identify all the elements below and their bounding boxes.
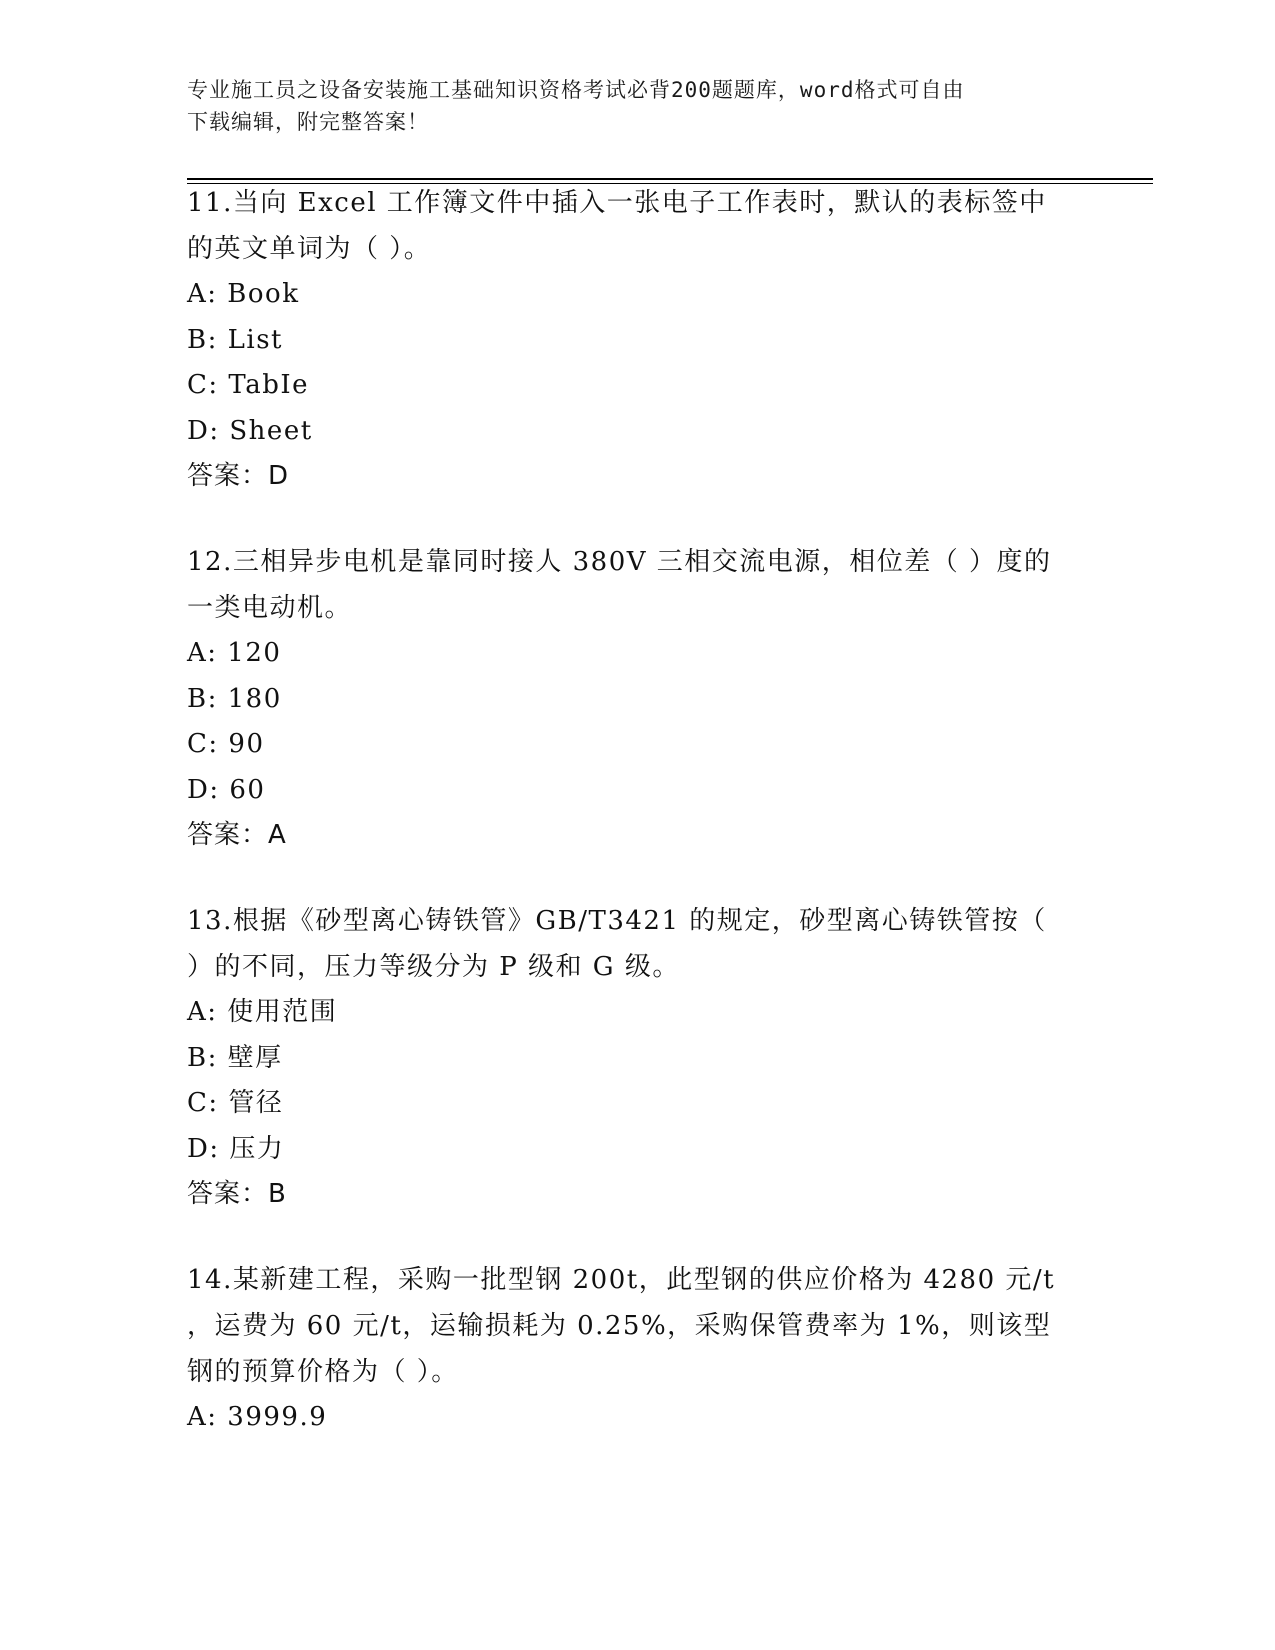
answer-label: 答案： (187, 461, 269, 491)
option-c: C: TabIe (187, 370, 310, 400)
question-12 (187, 539, 1087, 857)
question-stem-line: 一类电动机。 (187, 593, 353, 623)
answer-line (187, 454, 1087, 498)
question-stem-line: 的英文单词为（ ）。 (187, 234, 432, 264)
answer-label: 答案： (187, 820, 269, 850)
question-stem-line: 13.根据《砂型离心铸铁管》GB/T3421 的规定，砂型离心铸铁管按（ (187, 906, 1047, 936)
answer-label: 答案： (187, 1179, 269, 1209)
question-11 (187, 180, 1087, 498)
option-c: C: 90 (187, 729, 265, 759)
question-stem-line: 12.三相异步电机是靠同时接人 380V 三相交流电源，相位差（ ）度的 (187, 547, 1052, 577)
answer-value: D (268, 461, 290, 491)
document-header (187, 74, 1087, 138)
option-b: B: List (187, 324, 284, 355)
option-d: D: 压力 (187, 1133, 285, 1164)
question-stem-line: 11.当向 Excel 工作簿文件中插入一张电子工作表时，默认的表标签中 (187, 188, 1047, 218)
answer-line (187, 1172, 1087, 1216)
option-d: D: Sheet (187, 415, 313, 446)
question-stem-line: 14.某新建工程，采购一批型钢 200t，此型钢的供应价格为 4280 元/t (187, 1265, 1056, 1295)
question-14 (187, 1257, 1087, 1441)
question-13 (187, 898, 1087, 1216)
option-b: B: 壁厚 (187, 1042, 283, 1073)
option-d: D: 60 (187, 774, 266, 805)
answer-line (187, 813, 1087, 857)
answer-value: A (268, 820, 287, 850)
option-a: A: 120 (187, 638, 282, 668)
option-a: A: 3999.9 (187, 1402, 328, 1432)
header-line-2: 下载编辑，附完整答案！ (187, 110, 429, 134)
question-stem-line: ）的不同，压力等级分为 P 级和 G 级。 (187, 952, 680, 982)
option-a: A: 使用范围 (187, 997, 338, 1027)
option-a: A: Book (187, 279, 300, 309)
header-line-1: 专业施工员之设备安装施工基础知识资格考试必背200题题库，word格式可自由 (187, 78, 965, 102)
question-stem-line: ，运费为 60 元/t，运输损耗为 0.25%，采购保管费率为 1%，则该型 (187, 1311, 1052, 1341)
option-c: C: 管径 (187, 1088, 284, 1118)
question-stem-line: 钢的预算价格为（ ）。 (187, 1357, 459, 1387)
option-b: B: 180 (187, 683, 282, 714)
answer-value: B (268, 1179, 287, 1209)
